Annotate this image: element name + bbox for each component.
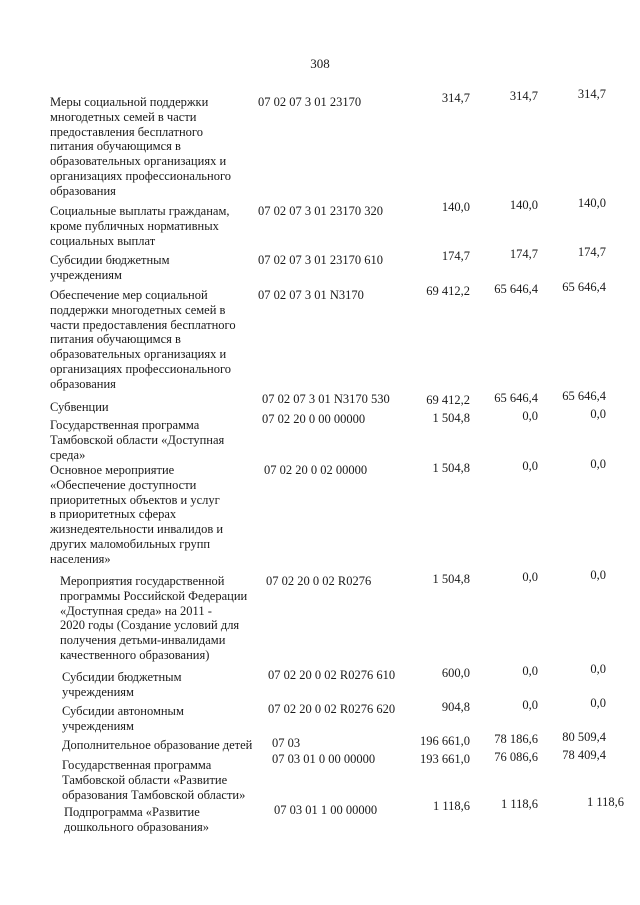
row-name: Дополнительное образование детей (62, 738, 253, 752)
row-code: 07 03 01 1 00 00000 (274, 803, 378, 817)
row-name: Государственная программа Тамбовской области «Развитие образования Тамбовской области» (62, 758, 246, 802)
row-name: Субсидии бюджетным учреждениям (62, 670, 182, 699)
row-value-3: 1 118,6 (586, 795, 624, 809)
row-value-2: 140,0 (509, 198, 538, 212)
row-value-1: 1 504,8 (432, 572, 470, 586)
row-value-2: 0,0 (522, 409, 538, 423)
row-name: Меры социальной поддержки многодетных семей в части предоставления бесплатного питания обучающимся в образовательных организациях и организациях профессионального образования (50, 95, 232, 198)
row-code: 07 02 20 0 02 R0276 620 (268, 702, 396, 716)
row-name: Государственная программа Тамбовской области «Доступная среда» (50, 418, 225, 462)
row-value-2: 0,0 (522, 459, 538, 473)
row-code: 07 02 07 3 01 N3170 (258, 288, 364, 302)
row-value-1: 1 118,6 (432, 799, 470, 813)
row-code: 07 02 20 0 00 00000 (262, 412, 366, 426)
row-value-3: 0,0 (590, 696, 606, 710)
row-value-2: 174,7 (509, 247, 538, 261)
row-value-2: 1 118,6 (500, 797, 538, 811)
row-value-1: 196 661,0 (420, 734, 470, 748)
row-code: 07 02 20 0 02 R0276 610 (268, 668, 396, 682)
row-code: 07 02 07 3 01 23170 320 (258, 204, 383, 218)
row-value-2: 65 646,4 (494, 391, 538, 405)
row-value-2: 65 646,4 (494, 282, 538, 296)
row-name: Мероприятия государственной программы Российской Федерации «Доступная среда» на 2011 - 2020 годы (Создание условий для получения детьми-инвалидами качественного образования) (60, 574, 248, 662)
row-value-3: 80 509,4 (562, 730, 606, 744)
row-value-1: 904,8 (441, 700, 470, 714)
row-code: 07 03 (272, 736, 301, 750)
row-value-1: 69 412,2 (426, 284, 470, 298)
row-value-2: 314,7 (509, 89, 538, 103)
row-value-1: 1 504,8 (432, 411, 470, 425)
row-value-3: 0,0 (590, 568, 606, 582)
row-value-1: 314,7 (441, 91, 470, 105)
row-code: 07 02 20 0 02 R0276 (266, 574, 372, 588)
row-value-3: 65 646,4 (562, 280, 606, 294)
row-name: Обеспечение мер социальной поддержки многодетных семей в части предоставления бесплатного питания обучающимся в образовательных организациях и организациях профессионального образования (50, 288, 236, 391)
row-name: Субсидии автономным учреждениям (62, 704, 184, 733)
row-value-3: 78 409,4 (562, 748, 606, 762)
row-value-1: 174,7 (441, 249, 470, 263)
page-number: 308 (310, 56, 330, 71)
row-value-3: 0,0 (590, 457, 606, 471)
row-value-1: 1 504,8 (432, 461, 470, 475)
row-value-3: 0,0 (590, 662, 606, 676)
row-name: Подпрограмма «Развитие дошкольного образования» (64, 805, 210, 834)
row-value-3: 314,7 (577, 87, 606, 101)
row-value-1: 193 661,0 (420, 752, 470, 766)
row-name: Основное мероприятие «Обеспечение доступности приоритетных объектов и услуг в приоритетных сферах жизнедеятельности инвалидов и других маломобильных групп населения» (50, 463, 224, 566)
row-value-2: 0,0 (522, 570, 538, 584)
row-name: Социальные выплаты гражданам, кроме публичных нормативных социальных выплат (50, 204, 230, 248)
row-value-2: 78 186,6 (494, 732, 538, 746)
row-value-2: 0,0 (522, 698, 538, 712)
row-code: 07 02 07 3 01 23170 (258, 95, 362, 109)
row-value-3: 65 646,4 (562, 389, 606, 403)
row-value-3: 174,7 (577, 245, 606, 259)
row-value-2: 76 086,6 (494, 750, 538, 764)
row-value-1: 69 412,2 (426, 393, 470, 407)
row-code: 07 02 20 0 02 00000 (264, 463, 368, 477)
row-code: 07 02 07 3 01 23170 610 (258, 253, 383, 267)
row-code: 07 03 01 0 00 00000 (272, 752, 376, 766)
row-value-2: 0,0 (522, 664, 538, 678)
row-value-1: 600,0 (441, 666, 470, 680)
row-value-1: 140,0 (441, 200, 470, 214)
row-value-3: 140,0 (577, 196, 606, 210)
row-name: Субсидии бюджетным учреждениям (50, 253, 170, 282)
row-code: 07 02 07 3 01 N3170 530 (262, 392, 390, 406)
row-value-3: 0,0 (590, 407, 606, 421)
row-name: Субвенции (50, 400, 109, 414)
